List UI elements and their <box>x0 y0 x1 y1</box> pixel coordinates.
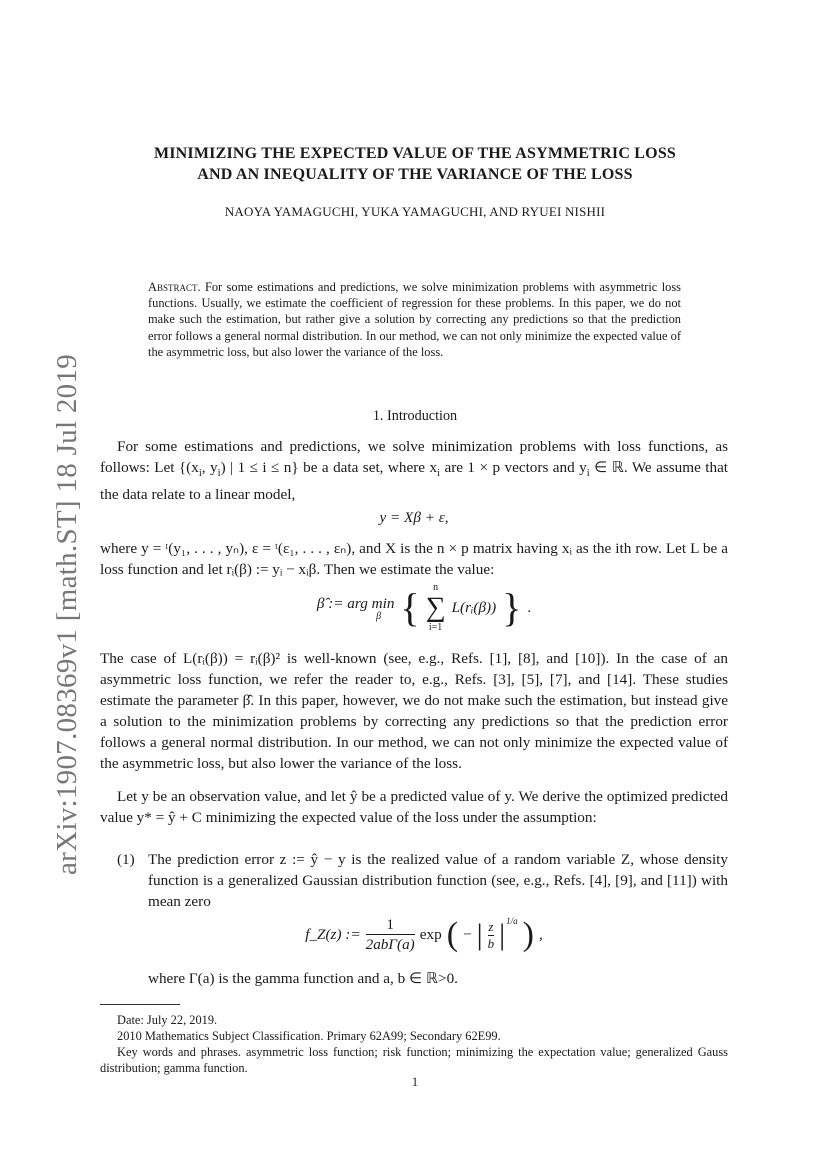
inner-denominator: b <box>487 935 495 951</box>
paragraph-4: Let y be an observation value, and let ŷ be a predicted value of y. We derive the optimized predicted value y* = ŷ + C minimizing the expected value of the loss under the assumption: <box>100 788 728 826</box>
sum-upper: n <box>433 582 439 593</box>
sum-body: L(rᵢ(β)) <box>451 599 497 616</box>
equation-argmin: β̂ := arg min β { n ∑ i=1 L(rᵢ(β)) } . <box>316 582 532 633</box>
item-1-tail: where Γ(a) is the gamma function and a, b ∈ ℝ>0. <box>148 970 458 987</box>
frac-denominator: 2abΓ(a) <box>365 936 415 953</box>
arxiv-sidebar <box>17 353 83 875</box>
frac-numerator: 1 <box>386 916 394 933</box>
paragraph-3: The case of L(rᵢ(β)) = rᵢ(β)² is well-known (see, e.g., Refs. [1], [8], and [10]). In the case of an asymmetric loss function, we refer the reader to, e.g., Refs. [3], [5], [7], and [14]. These studies estimate the parameter β̂. In this paper, however, we do not make such the estimation, but instead give a solution to the minimization problems by correcting any predictions so that the prediction error follows a general normal distribution. In our method, we can not only minimize the expected value of the asymmetric loss, but also lower the variance of the loss. <box>100 650 728 772</box>
density-lhs: f_Z(z) := <box>305 926 361 943</box>
footnote-rule <box>100 1004 180 1005</box>
argmin-label: β̂ := arg min <box>316 594 395 612</box>
footnote-keywords: Key words and phrases. asymmetric loss function; risk function; minimizing the expectation value; generalized Gauss distribution; gamma function. <box>100 1045 728 1075</box>
title-line-1: MINIMIZING THE EXPECTED VALUE OF THE ASYMMETRIC LOSS <box>153 145 677 162</box>
page-number: 1 <box>411 1075 419 1089</box>
argmin-subscript: β <box>376 610 382 622</box>
footnote-date: Date: July 22, 2019. <box>117 1013 218 1027</box>
arxiv-identifier[interactable]: arXiv:1907.08369v1 [math.ST] 18 Jul 2019 <box>51 353 83 875</box>
abstract-label: Abstract. <box>148 280 201 294</box>
inner-numerator: z <box>488 918 494 934</box>
equation-linear-model: y = Xβ + ε, <box>379 509 449 526</box>
exp-label: exp <box>419 926 442 943</box>
section-heading: 1. Introduction <box>372 408 458 424</box>
exponent: 1/a <box>506 916 518 926</box>
item-text: The prediction error z := ŷ − y is the realized value of a random variable Z, whose density function is a generalized Gaussian distribution function (see, e.g., Refs. [4], [9], and [11]) with mean zero <box>148 851 728 910</box>
title-line-2: AND AN INEQUALITY OF THE VARIANCE OF THE LOSS <box>197 166 633 183</box>
sum-lower: i=1 <box>428 622 443 633</box>
paragraph-2: where y = ᵗ(y₁, . . . , yₙ), ε = ᵗ(ε₁, . . . , εₙ), and X is the n × p matrix having xᵢ as the ith row. Let L be a loss function and let rᵢ(β) := yᵢ − xᵢβ. Then we estimate the value: <box>100 540 728 578</box>
equation-density: f_Z(z) := 1 2abΓ(a) exp ( − | $\frac{z}{b}$ | 1/a ) , <box>305 916 543 953</box>
footnote-msc: 2010 Mathematics Subject Classification. Primary 62A99; Secondary 62E99. <box>117 1029 501 1043</box>
abstract <box>148 279 681 360</box>
authors: NAOYA YAMAGUCHI, YUKA YAMAGUCHI, AND RYUEI NISHII <box>224 204 606 219</box>
abstract-text: For some estimations and predictions, we solve minimization problems with asymmetric loss functions. Usually, we estimate the coefficient of regression for these problems. In this paper, we do not make such the estimation, but rather give a solution by correcting any predictions so that the prediction error follows a general normal distribution. In our method, we can not only minimize the expected value of the asymmetric loss, but also lower the variance of the loss. <box>148 280 681 359</box>
item-number: (1) <box>117 851 135 868</box>
paragraph-1: For some estimations and predictions, we solve minimization problems with loss functions, as follows: Let {($x_i$, $y_i$) | 1 ≤ i ≤ n} be a data set, where $x_i$ are 1 × p vectors and $y_i$ ∈ ℝ. We assume that the data relate to a linear model, <box>100 438 729 504</box>
assumption-item-1 <box>100 849 728 912</box>
paper-title <box>95 143 735 185</box>
